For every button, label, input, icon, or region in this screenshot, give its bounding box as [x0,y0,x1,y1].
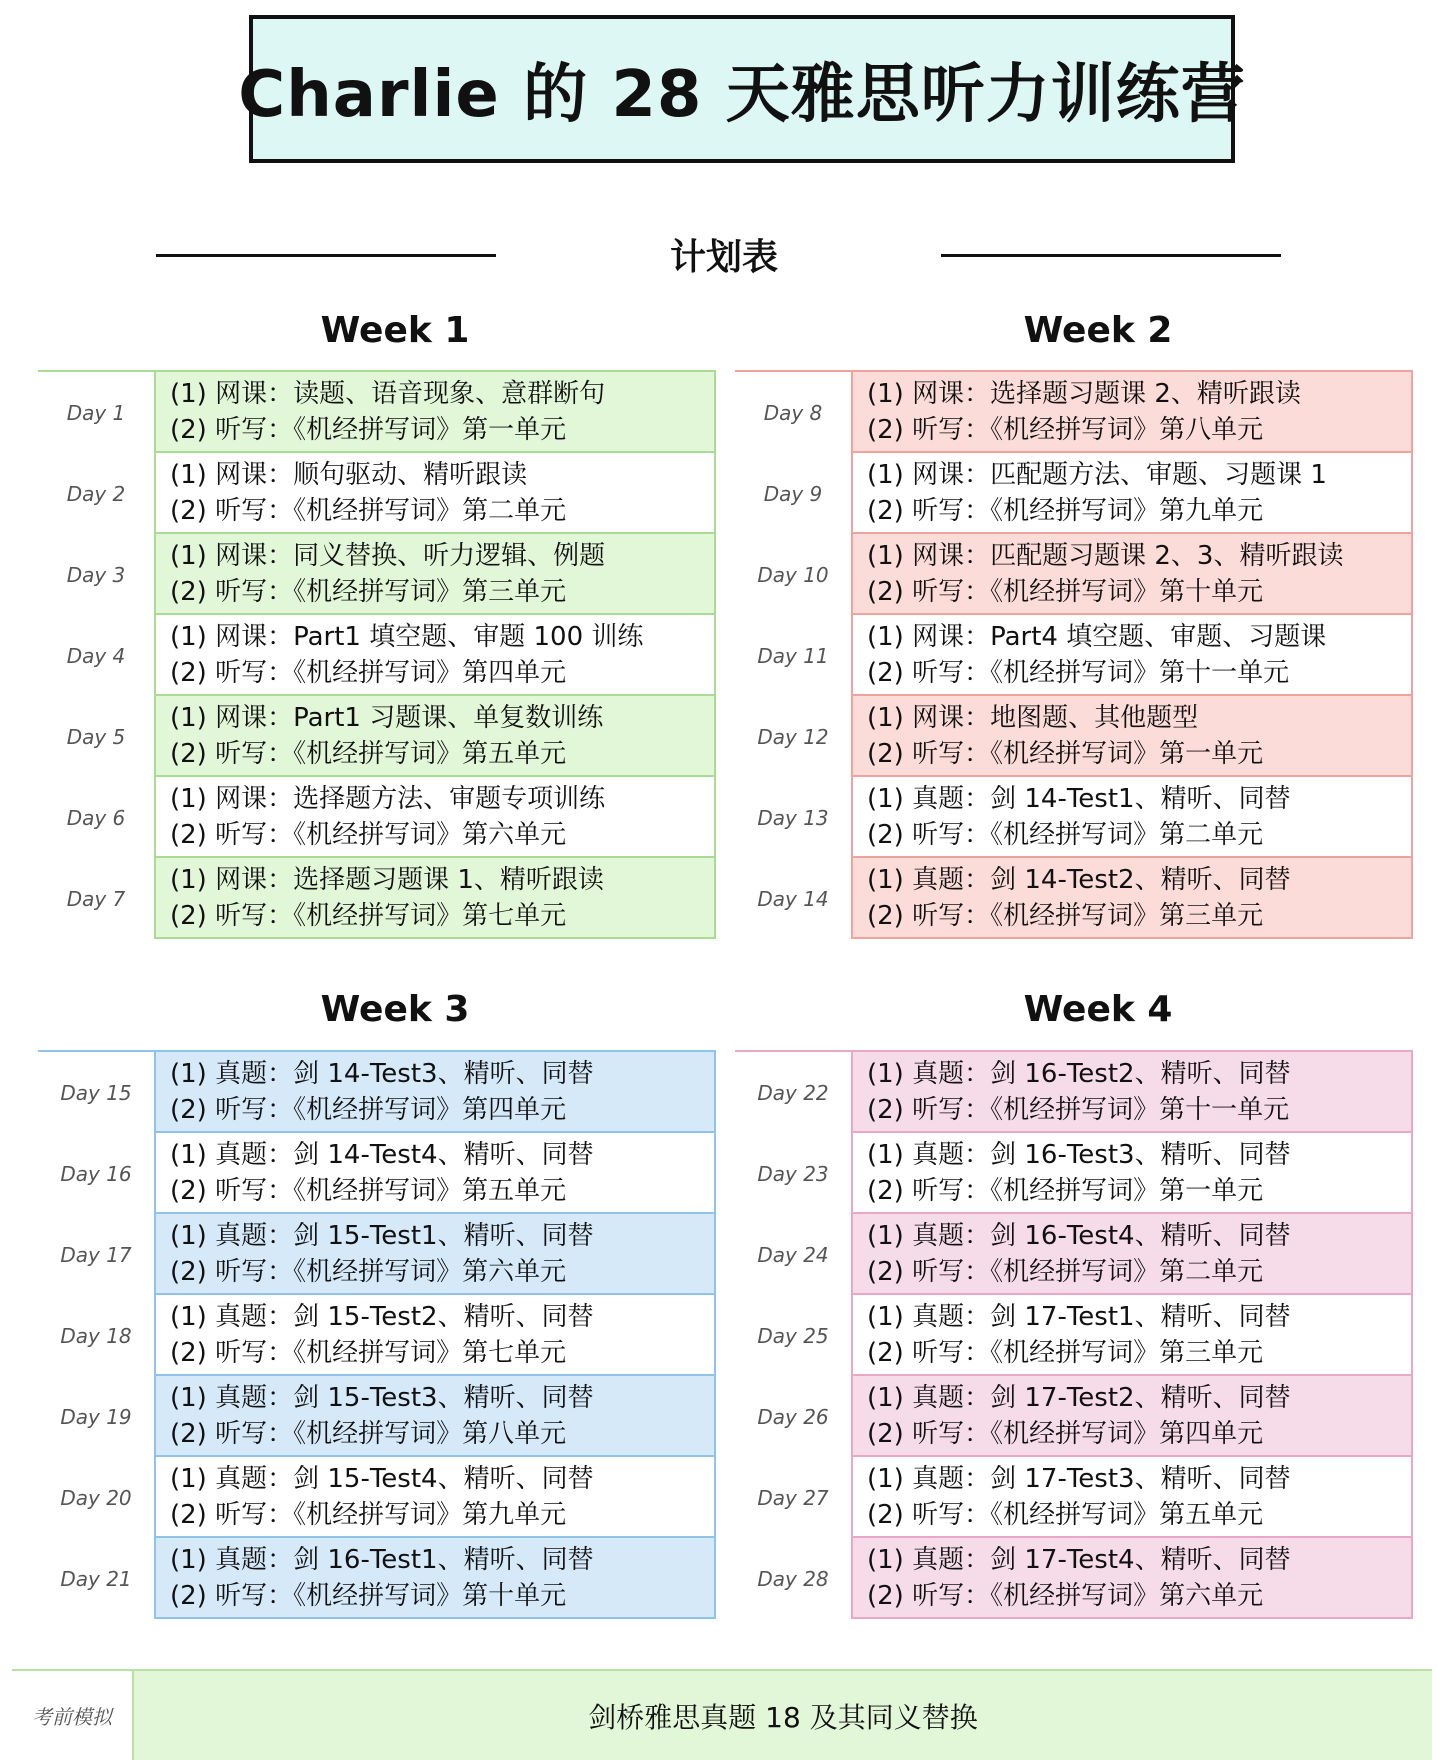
task-line-1: (1) 网课：Part1 习题课、单复数训练 [170,703,604,733]
table-row [38,534,716,615]
day-tasks [154,453,716,534]
task-line-2: (2) 听写：《机经拼写词》第二单元 [867,1257,1264,1287]
day-tasks [851,777,1413,858]
task-line-1: (1) 真题：剑 14-Test3、精听、同替 [170,1059,594,1089]
table-row [735,615,1413,696]
table-row [38,1376,716,1457]
day-label: Day 3 [66,562,126,587]
day-label: Day 23 [757,1161,829,1186]
task-line-1: (1) 网课：Part4 填空题、审题、习题课 [867,622,1327,652]
day-tasks [851,1050,1413,1133]
task-line-2: (2) 听写：《机经拼写词》第三单元 [170,577,567,607]
task-line-2: (2) 听写：《机经拼写词》第五单元 [170,739,567,769]
day-tasks [154,1050,716,1133]
task-line-1: (1) 网课：顺句驱动、精听跟读 [170,460,528,490]
task-line-2: (2) 听写：《机经拼写词》第十单元 [170,1581,567,1611]
table-row [735,1295,1413,1376]
table-row [735,1376,1413,1457]
task-line-1: (1) 真题：剑 15-Test4、精听、同替 [170,1464,594,1494]
table-row [38,615,716,696]
day-label: Day 20 [60,1485,132,1510]
task-line-1: (1) 真题：剑 16-Test3、精听、同替 [867,1140,1291,1170]
table-row [38,1133,716,1214]
task-line-1: (1) 网课：地图题、其他题型 [867,703,1199,733]
task-line-1: (1) 真题：剑 15-Test3、精听、同替 [170,1383,594,1413]
day-tasks [851,1457,1413,1538]
task-line-1: (1) 真题：剑 16-Test2、精听、同替 [867,1059,1291,1089]
day-tasks [851,858,1413,939]
table-row [38,1052,716,1133]
day-label: Day 2 [66,481,126,506]
task-line-2: (2) 听写：《机经拼写词》第三单元 [867,1338,1264,1368]
day-label: Day 14 [757,886,829,911]
task-line-2: (2) 听写：《机经拼写词》第五单元 [867,1500,1264,1530]
table-row [38,1457,716,1538]
task-line-1: (1) 真题：剑 17-Test2、精听、同替 [867,1383,1291,1413]
week-3-table [38,1050,716,1619]
table-row [735,1052,1413,1133]
table-row [38,1214,716,1295]
day-label: Day 1 [66,400,126,425]
week-4-title: Week 4 [1023,989,1173,1030]
task-line-1: (1) 真题：剑 14-Test1、精听、同替 [867,784,1291,814]
day-tasks [154,1133,716,1214]
week-1-table [38,370,716,939]
day-tasks [154,1376,716,1457]
task-line-2: (2) 听写：《机经拼写词》第十一单元 [867,658,1290,688]
day-tasks [154,370,716,453]
task-line-2: (2) 听写：《机经拼写词》第八单元 [867,415,1264,445]
task-line-1: (1) 真题：剑 17-Test4、精听、同替 [867,1545,1291,1575]
day-tasks [851,534,1413,615]
day-label: Day 26 [757,1404,829,1429]
table-row [38,858,716,939]
task-line-2: (2) 听写：《机经拼写词》第九单元 [867,496,1264,526]
day-label: Day 18 [60,1323,132,1348]
final-content: 剑桥雅思真题 18 及其同义替换 [134,1671,1432,1760]
subtitle: 计划表 [669,237,778,278]
task-line-2: (2) 听写：《机经拼写词》第十单元 [867,577,1264,607]
table-row [38,453,716,534]
task-line-2: (2) 听写：《机经拼写词》第七单元 [170,901,567,931]
table-row [735,858,1413,939]
day-label: Day 5 [66,724,126,749]
task-line-2: (2) 听写：《机经拼写词》第四单元 [170,658,567,688]
task-line-2: (2) 听写：《机经拼写词》第一单元 [170,415,567,445]
table-row [735,777,1413,858]
day-tasks [154,534,716,615]
task-line-2: (2) 听写：《机经拼写词》第六单元 [867,1581,1264,1611]
task-line-2: (2) 听写：《机经拼写词》第四单元 [170,1095,567,1125]
day-label: Day 10 [757,562,829,587]
task-line-1: (1) 真题：剑 14-Test4、精听、同替 [170,1140,594,1170]
task-line-2: (2) 听写：《机经拼写词》第七单元 [170,1338,567,1368]
day-tasks [154,1457,716,1538]
task-line-2: (2) 听写：《机经拼写词》第二单元 [867,820,1264,850]
task-line-1: (1) 网课：选择题方法、审题专项训练 [170,784,606,814]
day-label: Day 13 [757,805,829,830]
task-line-2: (2) 听写：《机经拼写词》第八单元 [170,1419,567,1449]
table-row [735,1214,1413,1295]
task-line-1: (1) 网课：匹配题习题课 2、3、精听跟读 [867,541,1344,571]
day-tasks [851,1376,1413,1457]
final-row [12,1669,1432,1760]
task-line-1: (1) 真题：剑 17-Test3、精听、同替 [867,1464,1291,1494]
week-2-table [735,370,1413,939]
day-label: Day 24 [757,1242,829,1267]
title-box [238,15,1246,163]
table-row [735,372,1413,453]
task-line-2: (2) 听写：《机经拼写词》第四单元 [867,1419,1264,1449]
table-row [38,777,716,858]
week-2-title: Week 2 [1023,310,1173,351]
week-4-table [735,1050,1413,1619]
day-label: Day 9 [763,481,823,506]
day-label: Day 6 [66,805,126,830]
table-row [38,1295,716,1376]
day-tasks [154,1214,716,1295]
day-tasks [851,453,1413,534]
day-tasks [154,696,716,777]
task-line-1: (1) 真题：剑 17-Test1、精听、同替 [867,1302,1291,1332]
table-row [38,372,716,453]
task-line-2: (2) 听写：《机经拼写词》第二单元 [170,496,567,526]
task-line-1: (1) 真题：剑 15-Test2、精听、同替 [170,1302,594,1332]
day-label: Day 27 [757,1485,829,1510]
task-line-1: (1) 真题：剑 16-Test1、精听、同替 [170,1545,594,1575]
task-line-1: (1) 网课：读题、语音现象、意群断句 [170,379,606,409]
table-row [735,453,1413,534]
day-label: Day 7 [66,886,126,911]
task-line-2: (2) 听写：《机经拼写词》第六单元 [170,820,567,850]
day-tasks [154,1538,716,1619]
week-1-title: Week 1 [320,310,470,351]
table-row [735,1538,1413,1619]
task-line-2: (2) 听写：《机经拼写词》第十一单元 [867,1095,1290,1125]
day-label: Day 25 [757,1323,829,1348]
day-tasks [851,1295,1413,1376]
day-label: Day 4 [66,643,126,668]
table-row [735,1133,1413,1214]
day-tasks [154,777,716,858]
task-line-1: (1) 真题：剑 15-Test1、精听、同替 [170,1221,594,1251]
table-row [735,696,1413,777]
task-line-1: (1) 真题：剑 16-Test4、精听、同替 [867,1221,1291,1251]
day-tasks [851,615,1413,696]
day-label: Day 16 [60,1161,132,1186]
day-label: Day 28 [757,1566,829,1591]
task-line-2: (2) 听写：《机经拼写词》第六单元 [170,1257,567,1287]
final-label: 考前模拟 [12,1671,134,1760]
table-row [38,1538,716,1619]
day-tasks [851,696,1413,777]
day-tasks [154,615,716,696]
day-tasks [154,858,716,939]
table-row [38,696,716,777]
task-line-1: (1) 网课：选择题习题课 1、精听跟读 [170,865,604,895]
task-line-2: (2) 听写：《机经拼写词》第一单元 [867,1176,1264,1206]
day-label: Day 22 [757,1080,829,1105]
task-line-1: (1) 网课：Part1 填空题、审题 100 训练 [170,622,644,652]
table-row [735,534,1413,615]
day-label: Day 17 [60,1242,132,1267]
day-tasks [851,1214,1413,1295]
day-tasks [851,1538,1413,1619]
page-title: Charlie 的 28 天雅思听力训练营 [238,58,1246,132]
task-line-2: (2) 听写：《机经拼写词》第九单元 [170,1500,567,1530]
task-line-2: (2) 听写：《机经拼写词》第五单元 [170,1176,567,1206]
day-tasks [851,1133,1413,1214]
day-label: Day 11 [757,643,829,668]
task-line-1: (1) 网课：同义替换、听力逻辑、例题 [170,541,606,571]
week-3-title: Week 3 [320,989,470,1030]
subtitle-rule-right [941,254,1281,257]
day-tasks [851,370,1413,453]
task-line-2: (2) 听写：《机经拼写词》第三单元 [867,901,1264,931]
day-label: Day 19 [60,1404,132,1429]
day-label: Day 8 [763,400,823,425]
day-tasks [154,1295,716,1376]
task-line-2: (2) 听写：《机经拼写词》第一单元 [867,739,1264,769]
table-row [735,1457,1413,1538]
task-line-1: (1) 真题：剑 14-Test2、精听、同替 [867,865,1291,895]
task-line-1: (1) 网课：选择题习题课 2、精听跟读 [867,379,1301,409]
day-label: Day 15 [60,1080,132,1105]
day-label: Day 21 [60,1566,132,1591]
task-line-1: (1) 网课：匹配题方法、审题、习题课 1 [867,460,1327,490]
day-label: Day 12 [757,724,829,749]
